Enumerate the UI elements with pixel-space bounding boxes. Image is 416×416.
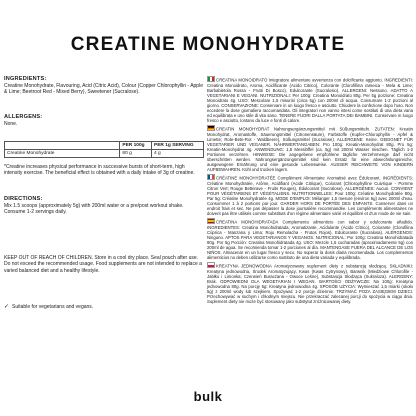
translation-spanish: [207, 218, 413, 260]
table-cell: Creatine Monohydrate: [5, 150, 120, 158]
brand-logo: bulk: [193, 389, 223, 404]
nutrition-table: [4, 141, 204, 158]
storage-text: KEEP OUT OF REACH OF CHILDREN. Store in a cool dry place. Seal pouch after use. Do not exceed the recommended usage. Food supplements are not intended to replace a varied balanced diet and a healthy lifestyle.: [4, 255, 202, 274]
table-header-cell: [5, 142, 120, 150]
translation-italian-text: CREATINA MONOIDRATO Integratore alimentare avvertenza con dolcificante aggiunto. INGREDIENTI: Creatina Monoidrato, Aroma, Acidificante (Acido Citrico), Colorante (Clorofillina rameica - Mela & Lime; Barbabietola Rossa - Frutti Di Bosco), Edulcorante (Sucralosio). ALLERGENI: Nessuno. ADATTO A VEGETARIANI E VEGANI. NUTRIZIONALI: Per 100g: Creatina Monoidrato 80g. Per 5g porzione: Creatina Monoidrato 4g. USO: Mescolare 1,5 misurini (circa 5g) con 200ml di acqua. Consumare 1-2 porzioni al giorno. CONSERVAZIONE: Conservare in un luogo fresco e asciutto. Chiudere la confezione dopo l'uso. Non eccedere la dose giornaliera raccomandata. Gli integratori non vanno intesi come sostituti di una dieta varia ed equilibrata e uno stile di vita sano. TENERE FUORI DALLA PORTATA DEI BAMBINI. Conservare in luogo fresco e asciutto, lontano da luce e fonti di calore.: [207, 77, 413, 123]
directions-text: Mix 1.5 scoops (approximately 5g) with 200ml water or a pre/post workout shake. Consume 1-2 servings daily.: [4, 203, 184, 216]
claim-text: *Creatine increases physical performance in successive bursts of short-term, high intensity exercise. The beneficial effect is obtained with a daily intake of 3g of creatine.: [4, 164, 195, 177]
vegan-section: [4, 304, 204, 310]
table-cell: 80 g: [120, 150, 152, 158]
germany-flag-icon: [207, 125, 215, 131]
translation-german-text: CREATIN MONOHYDRAT Nahrungsergänzungsmittel mit Süßungsmitteln. ZUTATEN: Kreatin Monohydrat, Aromastoffe, Säuerungsmittel (Citronensäure), Farbstoffe (Kupfer-Chlorophyllin - Apfel & Limette; Rote-Bete-Rot - Waldbeere), Süßungsmittel (Sucralose). ALLERGENE: Keine. GEEIGNET FÜR VEGETARIER UND VEGANER. NÄHRWERTANGABEN: Pro 100g: Kreatin-Monohydrat 80g. Pro 5g: Kreatin-Monohydrat 4g. ANWENDUNG: 1,5 Messlöffel (ca. 5g) mit 200ml Wasser mischen. Täglich 1-2 Portionen verzehren. HINWEISE: Die angegebene empfohlene tägliche Verzehrmenge darf nicht überschritten werden. Nahrungsergänzungsmittel sind kein Ersatz für eine abwechslungsreiche, ausgewogene Ernährung und eine gesunde Lebensweise. AUSSER REICHWEITE VON KINDERN AUFBEWAHREN. Kühl und trocken lagern.: [207, 126, 413, 172]
vegan-text: Suitable for vegetarians and vegans.: [12, 304, 94, 310]
ingredients-section: [4, 76, 204, 96]
translation-italian: [207, 76, 413, 123]
table-cell: 4 g: [152, 150, 204, 158]
translation-german: [207, 125, 413, 172]
ingredients-heading: INGREDIENTS:: [4, 76, 47, 82]
ingredients-text: Creatine Monohydrate, Flavouring, Acid (Citric Acid), Colour (Copper Chlorophyllin - Apple & Lime; Beetroot Red - Mixed Berry), Sweetener (Sucralose).: [4, 83, 203, 96]
product-title: CREATINE MONOHYDRATE: [70, 34, 346, 55]
check-icon: ✓: [4, 304, 10, 311]
allergens-heading: ALLERGENS:: [4, 114, 43, 120]
spain-flag-icon: [207, 218, 215, 224]
storage-section: [4, 255, 204, 274]
translation-polish-text: KREATYNA JEDNOWODNA Aromatyzowany suplement diety z substancją słodzącą. SKŁADNIKI: Kreatyna jednowodna, Środek Aromatyzujący, Kwas (Kwas Cytrynowy), Barwnik (Miedziowe Chlorofile - Jabłko i Limonka; Czerwień Buraczana - Owoce Leśne), Substancja Słodząca (Sukraloza). ALERGENY: Brak. ODPOWIEDNI DLA WEGETARIAN I WEGAN. WARTOŚCI ODŻYWCZE: Na 100g: Kreatyna jednowodna 80g. Na porcję 5g: Kreatyna jednowodna 4g. SPOSÓB UŻYCIA: Wymieszać 1,5 miarki (około 5g) z 200ml wody lub szejkiem. Spożywać 1-2 porcje dziennie. TRZYMAĆ POZA ZASIĘGIEM DZIECI. Przechowywać w suchym i chłodnym miejscu. Nie przekraczać zalecanej porcji do spożycia w ciągu dnia. Suplement diety nie może być stosowany jako substytut zróżnicowanej diety.: [207, 263, 413, 305]
poland-flag-icon: [207, 262, 215, 268]
table-header-row: [5, 142, 204, 150]
directions-heading: DIRECTIONS:: [4, 196, 43, 202]
nutrition-table-wrap: [4, 141, 204, 158]
table-row: [5, 150, 204, 158]
claim-section: [4, 164, 204, 177]
allergens-section: [4, 114, 204, 127]
table-header-cell: PER 1g SERVING: [152, 142, 204, 150]
translation-polish: [207, 262, 413, 304]
table-header-cell: PER 100g: [120, 142, 152, 150]
italy-flag-icon: [207, 76, 215, 82]
directions-section: [4, 196, 204, 216]
translation-spanish-text: CREATINA MONOHIDRATADA Complemento alimenticio con sabor y edulcorante añadido. INGREDIENTES: Creatina Monohidratada, Aromatizante, Acidulante (Ácido Cítrico), Colorante (Clorofilina Cúprica - Manzana y Lima; Rojo Remolacha - Frutos Rojos), Edulcorante (Sucralosa). ALÉRGENOS: Ninguno. APTOS PARA VEGETARIANOS Y VEGANOS. NUTRICIONAL: Por 100g: Creatina Monohidratada 80g. Por 5g Porción: Creatina Monohidratada 4g. USO: Mezcle 1,5 cucharadas (aproximadamente 5g) con 200ml de agua. Se recomienda tomar 1-2 porciones al día. MANTENGASE FUERA DEL ALCANCE DE LOS NIÑOS. Almacenar en un lugar fresco y seco. No superar la dosis diaria recomendada. Los complementos alimenticios no deben utilizarse como sustituto de una dieta variada y equilibrada.: [207, 219, 413, 261]
allergens-text: None.: [4, 121, 18, 127]
translation-french-text: CRÉATINE MONOHYDRATÉE Complément Alimentaire Aromatisé avec Édulcorant. INGRÉDIENTS: Créatine Monohydratée, Arôme, Acidifiant (Acide Citrique), Colorant (Chlorophylline Cuivrique - Pomme Citron Vert; Rouge Betterave - Fruits Rouges), Édulcorant (Sucralose). ALLERGÈNES: Aucun. CONVIENT POUR VÉGÉTARIENS ET VÉGÉTALIENS. NUTRITIONNELLES: Pour 100g: Créatine Monohydratée 80g. Par 5g: Créatine Monohydratée 4g. MODE D'EMPLOI: Mélanger 1,5 mesure (environ 5g) avec 200ml d'eau. Consommer 1 à 2 portions par jour. GARDER HORS DE PORTÉE DES ENFANTS. Conserver dans un endroit frais et sec. Ne pas dépasser la dose journalière recommandée. Les compléments alimentaires ne doivent pas être utilisés comme substituts d'un régime alimentaire varié et équilibré et d'un mode de vie sain.: [207, 175, 413, 217]
translation-french: [207, 174, 413, 216]
france-flag-icon: [207, 174, 215, 180]
translations-column: [207, 76, 413, 306]
